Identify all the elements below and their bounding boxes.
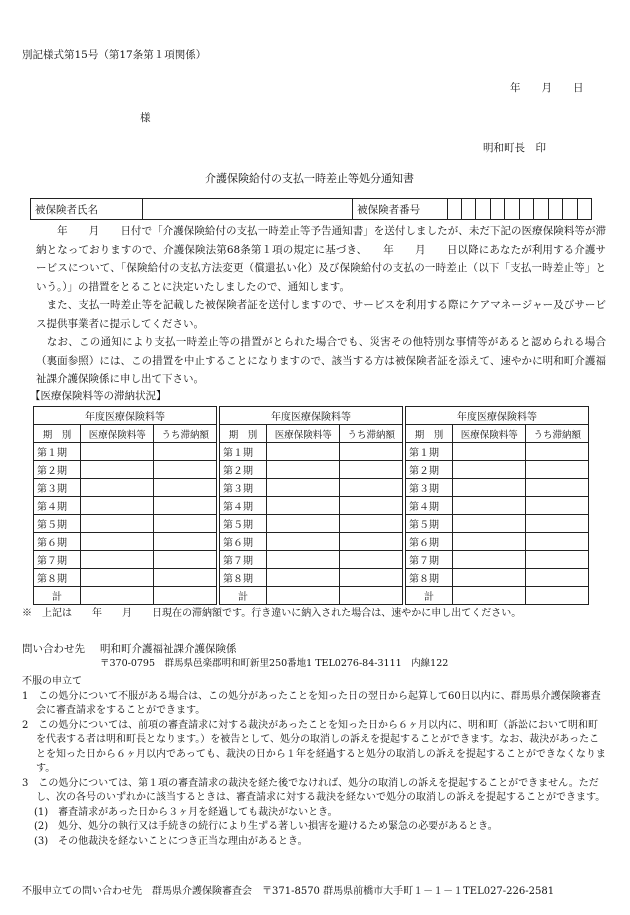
arrears-total-cell <box>526 587 589 605</box>
arrears-row <box>34 551 217 569</box>
arrears-row <box>406 443 589 461</box>
objection-sub-1: (1) 審査請求があった日から３ヶ月を経過しても裁決がないとき。 <box>34 806 338 818</box>
insured-name-field <box>143 199 353 220</box>
premium-cell <box>453 515 526 533</box>
arrears-row <box>406 515 589 533</box>
premium-total-cell <box>81 587 154 605</box>
premium-cell <box>453 551 526 569</box>
objection-sub-2: (2) 処分、処分の執行又は手続きの続行により生ずる著しい損害を避けるため緊急の必要があるとき。 <box>34 821 498 832</box>
body-paragraph-1: 年 月 日付で「介護保険給付の支払一時差止等予告通知書」を送付しましたが、未だ下記の医療保険料等が滞納となっておりますので、介護保険法第68条第１項の規定に基づき、 年 月 日以降にあなたが利用する介護サービスについて、「保険給付の支払方法変更（償還払い化）及び保険給付の支払の一時差止（以下「支払一時差止等」という。）」の措置をとることに決定いたしましたので、通知します。 <box>36 225 606 293</box>
total-row <box>220 587 403 605</box>
arrears-cell <box>340 515 403 533</box>
premium-cell <box>267 497 340 515</box>
arrears-table <box>405 406 589 605</box>
insured-info-table <box>30 198 592 220</box>
arrears-cell <box>526 551 589 569</box>
period-label: 第４期 <box>34 497 81 515</box>
arrears-row <box>34 533 217 551</box>
insured-number-digit <box>534 199 548 220</box>
arrears-cell <box>526 479 589 497</box>
body-paragraph-3: なお、この通知により支払一時差止等の措置がとられた場合でも、災害その他特別な事情等があると認められる場合（裏面参照）には、この措置を中止することになりますので、該当する方は被保険者証を添えて、速やかに明和町介護福祉課介護保険係に申し出て下さい。 <box>36 336 606 385</box>
arrears-row <box>34 497 217 515</box>
arrears-row <box>220 569 403 587</box>
arrears-table <box>219 406 403 605</box>
arrears-section-title: 【医療保険料等の滞納状況】 <box>30 390 167 402</box>
period-label: 第４期 <box>406 497 453 515</box>
arrears-row <box>220 461 403 479</box>
column-premium: 医療保険料等 <box>81 425 154 443</box>
insured-number-digit <box>462 199 476 220</box>
objection-sub-3: (3) その他裁決を経ないことにつき正当な理由があるとき。 <box>34 835 308 847</box>
body-paragraph-2: また、支払一時差止等を記載した被保険者証を送付しますので、サービスを利用する際にケアマネージャー及びサービス提供事業者に提示してください。 <box>36 299 606 330</box>
arrears-table-header: 年度医療保険料等 <box>220 407 403 425</box>
arrears-row <box>406 497 589 515</box>
total-label: 計 <box>406 587 453 605</box>
premium-cell <box>81 479 154 497</box>
objection-item-1: 1 この処分について不服がある場合は、この処分があったことを知った日の翌日から起算して60日以内に、群馬県介護保険審査会に審査請求をすることができます。 <box>22 690 601 716</box>
contact-address: 〒370-0795 群馬県邑楽郡明和町新里250番地1 TEL0276-84-3111 内線122 <box>100 658 449 669</box>
arrears-row <box>220 479 403 497</box>
objection-item-2: 2 この処分については、前項の審査請求に対する裁決があったことを知った日から６ヶ月以内に、明和町（訴訟において明和町を代表する者は明和町長となります。）を被告として、処分の取消しの訴えを提起することができます。なお、裁決があったことを知った日から６ヶ月以内であっても、裁決の日から１年を経過すると処分の取消しの訴えを提起することができなくなります。 <box>22 719 606 774</box>
premium-cell <box>267 461 340 479</box>
arrears-cell <box>154 569 217 587</box>
arrears-cell <box>340 479 403 497</box>
premium-cell <box>267 533 340 551</box>
insured-number-digit <box>505 199 519 220</box>
period-label: 第２期 <box>406 461 453 479</box>
premium-cell <box>81 497 154 515</box>
period-label: 第８期 <box>34 569 81 587</box>
insured-number-digit <box>577 199 592 220</box>
period-label: 第７期 <box>406 551 453 569</box>
premium-cell <box>267 515 340 533</box>
arrears-cell <box>154 515 217 533</box>
period-label: 第１期 <box>220 443 267 461</box>
column-arrears: うち滞納額 <box>154 425 217 443</box>
arrears-row <box>34 569 217 587</box>
contact-label: 問い合わせ先 <box>22 643 85 655</box>
arrears-row <box>220 551 403 569</box>
form-number: 別記様式第15号（第17条第１項関係） <box>22 49 207 61</box>
premium-cell <box>453 569 526 587</box>
arrears-cell <box>340 497 403 515</box>
premium-cell <box>267 479 340 497</box>
arrears-cell <box>154 479 217 497</box>
arrears-date-note: ※ 上記は 年 月 日現在の滞納額です。行き違いに納入された場合は、速やかに申し出てください。 <box>22 608 522 619</box>
objection-heading: 不服の申立て <box>22 676 82 687</box>
period-label: 第３期 <box>220 479 267 497</box>
total-row <box>406 587 589 605</box>
period-label: 第３期 <box>34 479 81 497</box>
arrears-row <box>406 551 589 569</box>
period-label: 第２期 <box>34 461 81 479</box>
premium-cell <box>267 551 340 569</box>
insured-number-digit <box>563 199 577 220</box>
objection-item-3: 3 この処分については、第１項の審査請求の裁決を経た後でなければ、処分の取消しの訴えを提起することができません。ただし、次の各号のいずれかに該当するときは、審査請求に対する裁決を経ないで処分の取消しの訴えを提起することができます。 <box>22 777 606 803</box>
period-label: 第３期 <box>406 479 453 497</box>
issuer: 明和町長 印 <box>483 142 546 154</box>
column-period: 期 別 <box>406 425 453 443</box>
insured-name-label: 被保険者氏名 <box>31 199 143 220</box>
insured-number-digit <box>548 199 562 220</box>
arrears-cell <box>154 533 217 551</box>
arrears-row <box>220 533 403 551</box>
arrears-total-cell <box>154 587 217 605</box>
arrears-row <box>406 533 589 551</box>
premium-cell <box>81 461 154 479</box>
column-arrears: うち滞納額 <box>340 425 403 443</box>
period-label: 第７期 <box>220 551 267 569</box>
total-row <box>34 587 217 605</box>
insured-number-digit <box>476 199 490 220</box>
period-label: 第４期 <box>220 497 267 515</box>
footer-contact: 不服申立ての問い合わせ先 群馬県介護保険審査会 〒371-8570 群馬県前橋市大手町１－１－１TEL027-226-2581 <box>22 886 555 897</box>
column-premium: 医療保険料等 <box>267 425 340 443</box>
column-period: 期 別 <box>220 425 267 443</box>
period-label: 第６期 <box>220 533 267 551</box>
insured-number-digit <box>447 199 461 220</box>
arrears-cell <box>154 497 217 515</box>
arrears-cell <box>340 569 403 587</box>
insured-number-label: 被保険者番号 <box>353 199 447 220</box>
arrears-row <box>220 515 403 533</box>
period-label: 第７期 <box>34 551 81 569</box>
period-label: 第５期 <box>34 515 81 533</box>
period-label: 第８期 <box>220 569 267 587</box>
arrears-row <box>406 461 589 479</box>
arrears-row <box>34 479 217 497</box>
date-line: 年 月 日 <box>510 82 584 94</box>
arrears-cell <box>154 443 217 461</box>
premium-total-cell <box>267 587 340 605</box>
arrears-cell <box>340 533 403 551</box>
premium-cell <box>81 551 154 569</box>
note-block <box>22 607 608 622</box>
arrears-cell <box>154 551 217 569</box>
premium-cell <box>453 533 526 551</box>
column-period: 期 別 <box>34 425 81 443</box>
period-label: 第２期 <box>220 461 267 479</box>
arrears-row <box>406 569 589 587</box>
period-label: 第６期 <box>406 533 453 551</box>
premium-cell <box>81 533 154 551</box>
insured-number-digit <box>490 199 504 220</box>
period-label: 第６期 <box>34 533 81 551</box>
arrears-total-cell <box>340 587 403 605</box>
arrears-row <box>220 497 403 515</box>
arrears-cell <box>526 461 589 479</box>
premium-total-cell <box>453 587 526 605</box>
premium-cell <box>81 515 154 533</box>
arrears-table <box>33 406 217 605</box>
premium-cell <box>267 569 340 587</box>
column-arrears: うち滞納額 <box>526 425 589 443</box>
document-title: 介護保険給付の支払一時差止等処分通知書 <box>205 172 414 185</box>
column-premium: 医療保険料等 <box>453 425 526 443</box>
body-text <box>36 222 606 389</box>
arrears-cell <box>340 551 403 569</box>
insured-number-digit <box>519 199 533 220</box>
premium-cell <box>453 443 526 461</box>
premium-cell <box>81 443 154 461</box>
arrears-row <box>406 479 589 497</box>
arrears-cell <box>154 461 217 479</box>
arrears-table-header: 年度医療保険料等 <box>406 407 589 425</box>
premium-cell <box>453 497 526 515</box>
period-label: 第５期 <box>220 515 267 533</box>
arrears-row <box>34 461 217 479</box>
arrears-table-header: 年度医療保険料等 <box>34 407 217 425</box>
arrears-row <box>220 443 403 461</box>
arrears-row <box>34 443 217 461</box>
objection-block <box>22 675 608 849</box>
arrears-cell <box>340 461 403 479</box>
premium-cell <box>81 569 154 587</box>
arrears-cell <box>526 497 589 515</box>
total-label: 計 <box>220 587 267 605</box>
arrears-cell <box>526 569 589 587</box>
total-label: 計 <box>34 587 81 605</box>
period-label: 第５期 <box>406 515 453 533</box>
arrears-cell <box>526 515 589 533</box>
arrears-cell <box>526 533 589 551</box>
arrears-cell <box>340 443 403 461</box>
premium-cell <box>453 461 526 479</box>
period-label: 第１期 <box>34 443 81 461</box>
period-label: 第１期 <box>406 443 453 461</box>
arrears-cell <box>526 443 589 461</box>
addressee-suffix: 様 <box>140 112 151 124</box>
contact-dept: 明和町介護福祉課介護保険係 <box>100 643 237 655</box>
premium-cell <box>453 479 526 497</box>
arrears-row <box>34 515 217 533</box>
premium-cell <box>267 443 340 461</box>
period-label: 第８期 <box>406 569 453 587</box>
